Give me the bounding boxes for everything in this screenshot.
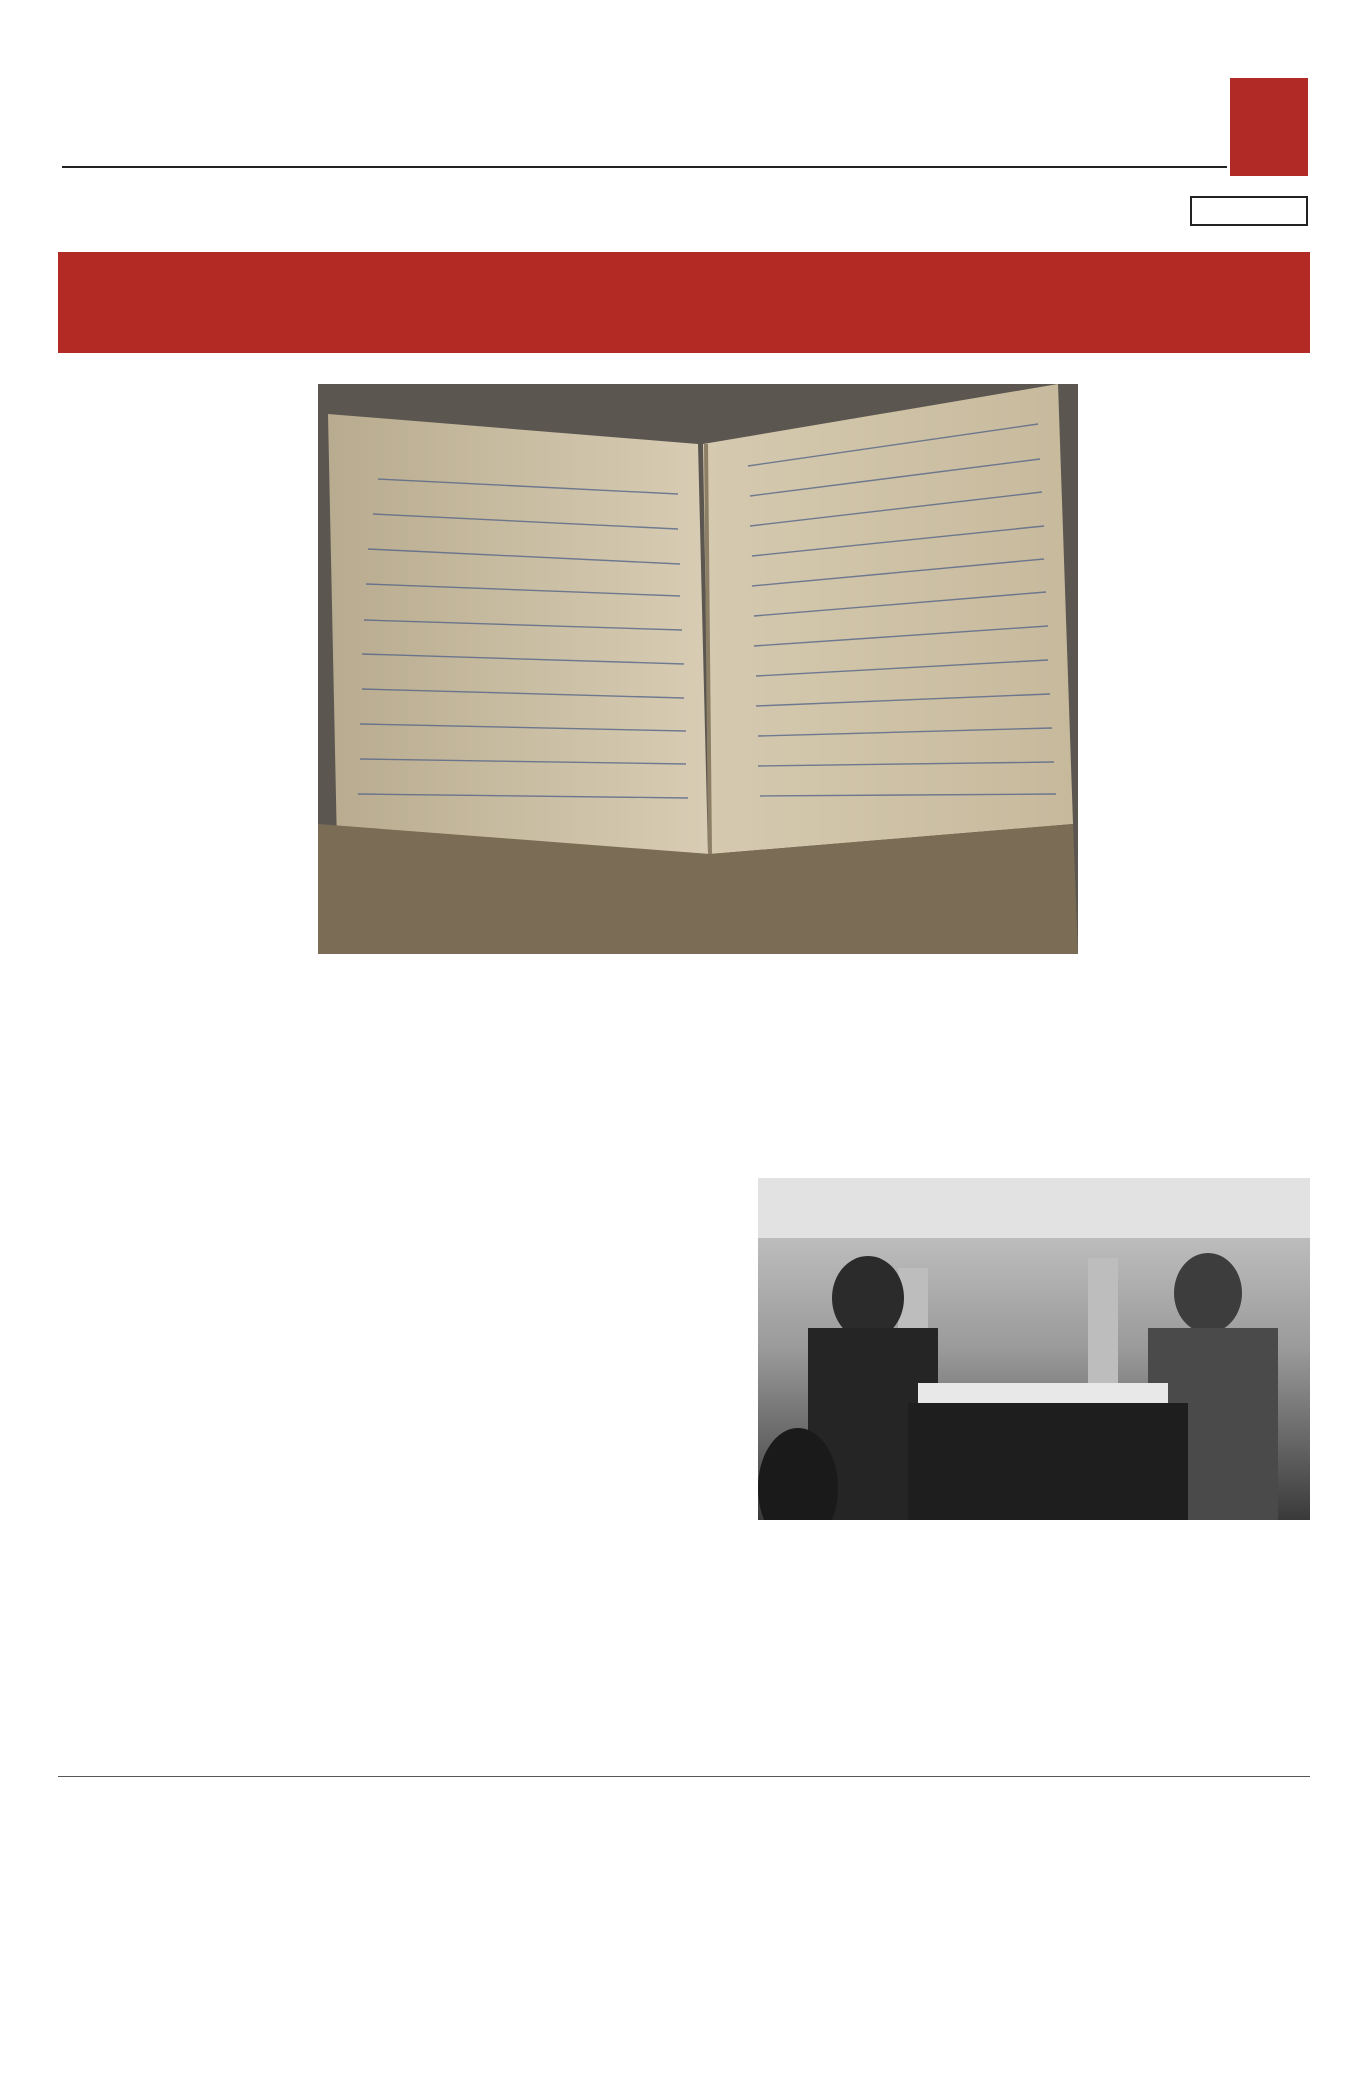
masthead-rule: [62, 166, 1227, 168]
memoir-notebook-image: [318, 384, 1078, 954]
manuscript-photo: [318, 384, 1078, 954]
page-headline: [58, 252, 1310, 353]
article-column-4: [836, 966, 1068, 978]
surrender-photo: [758, 1178, 1310, 1520]
article-column-5-continued: [1092, 1530, 1312, 1536]
newspaper-logo: [1230, 78, 1308, 176]
article-column-2: [318, 972, 554, 984]
article-column-5: [1092, 382, 1312, 394]
article-column-1: [62, 382, 295, 394]
article-column-4-continued: [836, 1530, 1068, 1536]
section-tag: [1190, 196, 1308, 226]
surrender-ceremony-image: [758, 1178, 1310, 1520]
comments-rule: [58, 1776, 1310, 1777]
